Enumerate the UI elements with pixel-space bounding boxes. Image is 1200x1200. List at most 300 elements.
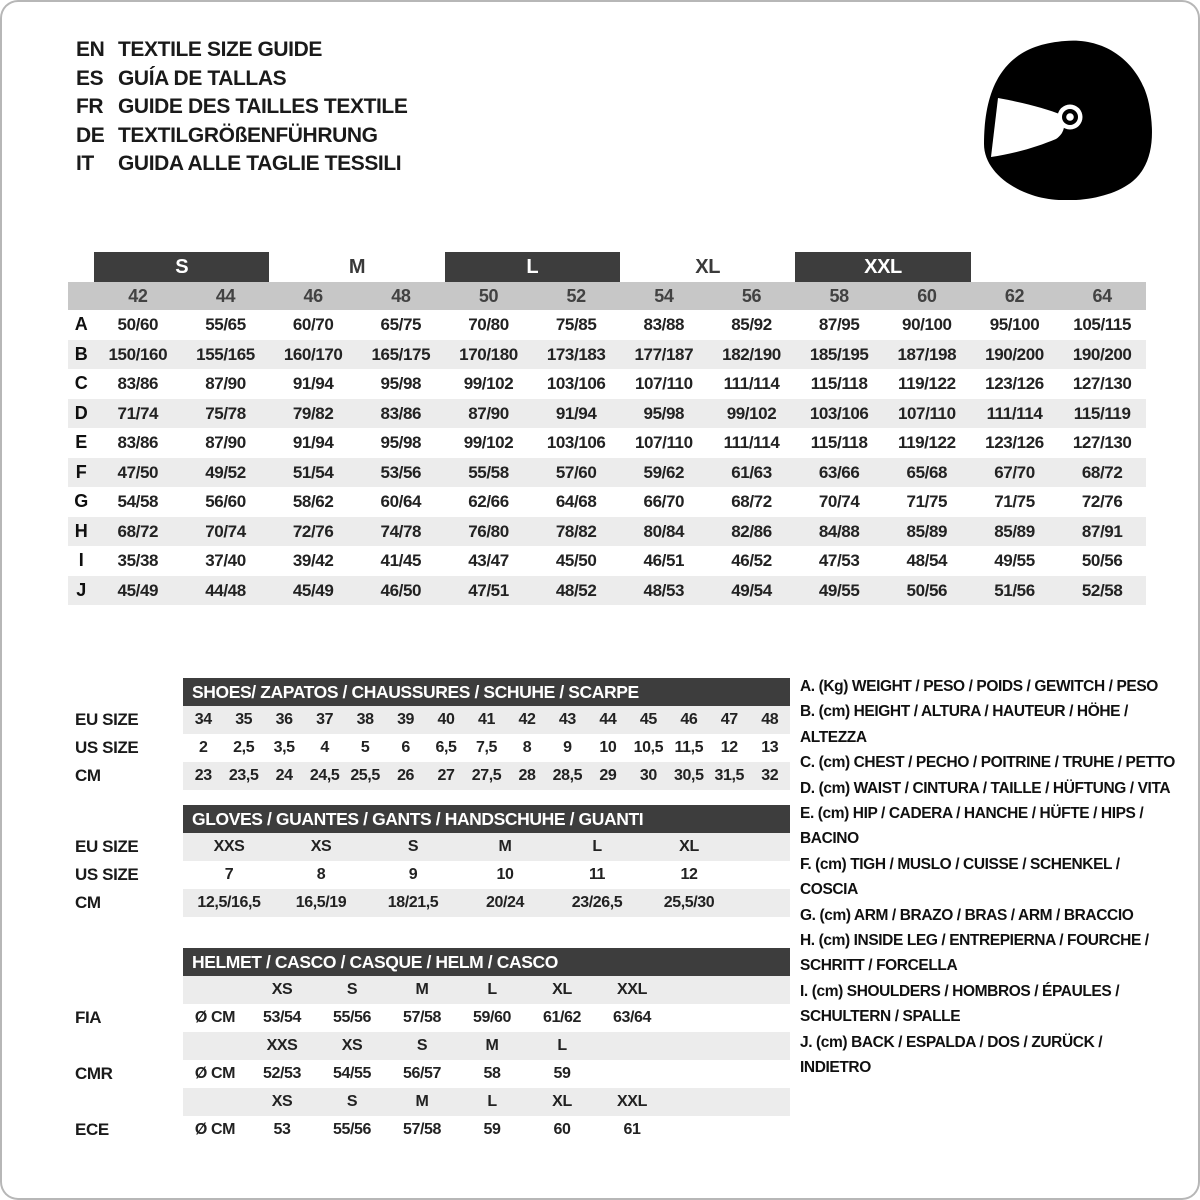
helmet-value: 57/58 <box>402 1121 442 1138</box>
helmet-size: M <box>415 981 429 998</box>
legend-item-f: F. (cm) TIGH / MUSLO / CUISSE / SCHENKEL / COSCIA <box>800 855 1120 899</box>
side-label-eu-size: EU SIZE <box>75 710 139 729</box>
size-value: 30 <box>639 767 657 784</box>
measurement-value: 87/90 <box>205 374 246 393</box>
measurement-legend <box>800 674 1176 1081</box>
language-row <box>76 36 407 65</box>
side-label-cmr: CMR <box>75 1064 113 1083</box>
measurement-value: 44/48 <box>205 580 246 600</box>
measurement-value: 87/90 <box>468 403 509 423</box>
helmet-sizes-spacer <box>183 976 247 1004</box>
measurement-value: 91/94 <box>555 403 597 423</box>
measurement-value: 115/118 <box>810 374 868 393</box>
row-label: I <box>78 550 84 570</box>
size-value: 11 <box>588 866 606 883</box>
shoes-eu-row <box>183 706 790 734</box>
measurement-value: 103/106 <box>546 433 606 452</box>
measurement-value: 49/54 <box>731 580 772 600</box>
helmet-value: 57/58 <box>402 1009 442 1026</box>
size-number: 52 <box>566 286 586 306</box>
measurement-value: 66/70 <box>643 492 685 511</box>
measurement-row-b <box>68 340 1146 370</box>
helmet-value: 58 <box>483 1065 501 1082</box>
measurement-row-g <box>68 487 1146 517</box>
legend-item-g: G. (cm) ARM / BRAZO / BRAS / ARM / BRACCIO <box>800 906 1134 924</box>
size-value: 29 <box>599 767 617 784</box>
helmet-value: 54/55 <box>332 1065 372 1082</box>
language-title: GUIDE DES TAILLES TEXTILE <box>118 95 408 119</box>
helmet-size: XXL <box>617 981 647 998</box>
helmet-sizes-row <box>183 1088 790 1116</box>
measurement-value: 119/122 <box>897 374 956 393</box>
helmet-size: S <box>346 981 358 998</box>
measurement-rows <box>68 310 1146 605</box>
measurement-value: 107/110 <box>634 433 693 452</box>
size-value: 11,5 <box>674 739 704 756</box>
size-value: 40 <box>437 711 455 728</box>
helmet-size: XS <box>341 1037 363 1054</box>
measurement-value: 45/50 <box>555 551 597 570</box>
measurement-value: 45/49 <box>117 580 159 600</box>
shoes-table <box>183 678 790 790</box>
measurement-value: 87/95 <box>818 315 860 334</box>
row-label: B <box>74 343 88 364</box>
measurement-value: 49/55 <box>818 580 860 600</box>
helmet-size: XS <box>271 981 293 998</box>
size-value: 7,5 <box>475 739 498 756</box>
side-label-cm: CM <box>75 766 101 785</box>
measurement-value: 68/72 <box>117 521 159 541</box>
size-value: 39 <box>397 711 415 728</box>
size-value: 37 <box>316 711 334 728</box>
size-value: 43 <box>558 711 576 728</box>
size-value: 30,5 <box>674 767 704 784</box>
measurement-value: 187/198 <box>897 344 957 364</box>
measurement-value: 127/130 <box>1072 374 1132 393</box>
row-label: E <box>75 432 87 452</box>
measurement-value: 185/195 <box>809 344 869 364</box>
measurement-value: 55/65 <box>205 315 246 334</box>
helmet-value: 59/60 <box>472 1009 512 1026</box>
measurement-value: 56/60 <box>205 492 246 511</box>
measurement-value: 68/72 <box>731 492 772 511</box>
measurement-value: 48/53 <box>643 580 685 600</box>
language-title: GUÍA DE TALLAS <box>118 66 287 90</box>
size-value: 38 <box>356 711 374 728</box>
measurement-value: 83/86 <box>117 374 159 393</box>
size-value: 27 <box>437 767 455 784</box>
size-value: XXS <box>213 838 245 855</box>
size-number: 56 <box>741 286 762 306</box>
measurement-value: 71/75 <box>994 492 1035 511</box>
main-size-table <box>68 252 1146 605</box>
measurement-value: 61/63 <box>731 462 772 482</box>
helmet-icon <box>975 38 1160 200</box>
measurement-value: 53/56 <box>380 462 422 482</box>
size-group-spacer <box>971 252 1059 282</box>
measurement-row-i <box>68 546 1146 576</box>
size-value: 2 <box>198 739 208 756</box>
size-group-spacer <box>68 252 94 282</box>
measurement-value: 72/76 <box>292 521 334 541</box>
size-number: 42 <box>128 286 148 306</box>
measurement-value: 47/51 <box>468 580 509 600</box>
helmet-size <box>597 1032 667 1060</box>
measurement-value: 57/60 <box>555 462 597 482</box>
helmet-size: XL <box>552 981 572 998</box>
measurement-value: 91/94 <box>292 374 334 393</box>
helmet-size: S <box>416 1037 428 1054</box>
gloves-cm-row <box>183 889 790 917</box>
measurement-value: 115/119 <box>1073 403 1131 423</box>
row-label: C <box>74 373 88 393</box>
measurement-value: 43/47 <box>468 551 509 570</box>
size-value: 18/21,5 <box>387 894 439 911</box>
helmet-value: 55/56 <box>332 1121 372 1138</box>
size-value: 12 <box>720 739 738 756</box>
size-value: XS <box>310 838 332 855</box>
row-label: F <box>75 461 87 482</box>
side-label-us-size: US SIZE <box>75 738 139 757</box>
measurement-value: 35/38 <box>117 551 159 570</box>
measurement-value: 80/84 <box>643 521 685 541</box>
measurement-value: 52/58 <box>1081 580 1123 600</box>
measurement-value: 76/80 <box>468 521 509 541</box>
language-row <box>76 65 407 94</box>
language-title: TEXTILGRÖßENFÜHRUNG <box>118 123 378 147</box>
helmet-size: M <box>415 1093 429 1110</box>
size-group-xxl: XXL <box>795 252 970 282</box>
size-value: 9 <box>408 866 418 883</box>
measurement-value: 87/90 <box>205 433 246 452</box>
size-value: 34 <box>194 711 212 728</box>
helmet-size: XS <box>271 1093 293 1110</box>
helmet-rows <box>183 976 790 1144</box>
legend-item-c: C. (cm) CHEST / PECHO / POITRINE / TRUHE / PETTO <box>800 754 1175 772</box>
size-value: 6 <box>401 739 410 756</box>
legend-item-j: J. (cm) BACK / ESPALDA / DOS / ZURÜCK / INDIETRO <box>800 1033 1103 1077</box>
measurement-value: 54/58 <box>117 492 159 511</box>
size-value: 24,5 <box>309 767 340 784</box>
measurement-value: 64/68 <box>555 492 597 511</box>
size-value: 47 <box>720 711 738 728</box>
helmet-value: 59 <box>553 1065 571 1082</box>
size-value: 23/26,5 <box>571 894 623 911</box>
helmet-table <box>183 948 790 1144</box>
measurement-value: 111/114 <box>723 374 780 393</box>
helmet-size: XXS <box>266 1037 298 1054</box>
size-number: 62 <box>1004 286 1025 306</box>
legend-item-b: B. (cm) HEIGHT / ALTURA / HAUTEUR / HÖHE / ALTEZZA <box>800 703 1128 746</box>
language-code: IT <box>76 152 94 176</box>
size-number: 64 <box>1092 286 1112 306</box>
helmet-value: 53/54 <box>262 1009 302 1026</box>
helmet-value: 63/64 <box>612 1009 652 1026</box>
measurement-value: 99/102 <box>463 433 514 452</box>
gloves-table <box>183 805 790 917</box>
measurement-value: 111/114 <box>723 433 780 452</box>
shoes-us-row <box>183 734 790 762</box>
size-value: 31,5 <box>714 767 745 784</box>
measurement-value: 107/110 <box>897 403 956 423</box>
helmet-value: 61 <box>623 1121 641 1138</box>
measurement-value: 103/106 <box>809 403 869 423</box>
measurement-value: 67/70 <box>994 462 1035 482</box>
size-value: 6,5 <box>435 739 457 756</box>
size-value: 46 <box>680 711 698 728</box>
measurement-value: 95/100 <box>989 315 1040 334</box>
measurement-value: 58/62 <box>292 492 334 511</box>
size-value: 20/24 <box>485 894 525 911</box>
size-group-l: L <box>445 252 620 282</box>
measurement-value: 173/183 <box>546 344 606 364</box>
language-title: GUIDA ALLE TAGLIE TESSILI <box>118 152 402 176</box>
size-value: 23,5 <box>228 767 259 784</box>
measurement-value: 51/56 <box>994 580 1035 600</box>
measurement-value: 72/76 <box>1081 492 1123 511</box>
row-label: J <box>76 579 86 600</box>
helmet-size: L <box>557 1037 567 1054</box>
row-label: D <box>74 402 88 423</box>
measurement-value: 83/86 <box>117 433 159 452</box>
size-value: 42 <box>518 711 536 728</box>
size-value: 35 <box>235 711 253 728</box>
measurement-value: 70/74 <box>205 521 246 541</box>
measurement-value: 182/190 <box>722 344 781 364</box>
helmet-size: XL <box>552 1093 572 1110</box>
helmet-sizes-row <box>183 976 790 1004</box>
measurement-value: 70/80 <box>468 315 509 334</box>
size-value: 48 <box>761 711 779 728</box>
size-group-s: S <box>94 252 269 282</box>
size-value: 25,5 <box>350 767 380 784</box>
measurement-value: 62/66 <box>468 492 509 511</box>
measurement-value: 170/180 <box>459 344 518 364</box>
language-code: EN <box>76 38 105 61</box>
measurement-value: 49/52 <box>205 462 246 482</box>
measurement-value: 65/68 <box>906 462 948 482</box>
helmet-unit: Ø CM <box>194 1009 236 1026</box>
size-value: 13 <box>761 739 779 756</box>
measurement-row-a <box>68 310 1146 340</box>
language-code: DE <box>76 123 105 147</box>
helmet-sizes-spacer <box>183 1088 247 1116</box>
measurement-value: 50/56 <box>906 580 948 600</box>
legend-item-h: H. (cm) INSIDE LEG / ENTREPIERNA / FOURCHE / SCHRITT / FORCELLA <box>800 932 1149 975</box>
size-value: 2,5 <box>233 739 255 756</box>
measurement-value: 46/52 <box>731 551 772 570</box>
measurement-value: 123/126 <box>985 433 1044 452</box>
measurement-value: 127/130 <box>1072 433 1132 452</box>
measurement-value: 55/58 <box>468 462 509 482</box>
helmet-value: 53 <box>273 1121 291 1138</box>
measurement-value: 177/187 <box>634 344 694 364</box>
helmet-value: 59 <box>483 1121 501 1138</box>
helmet-value <box>597 1060 667 1088</box>
measurement-value: 103/106 <box>546 374 606 393</box>
measurement-value: 83/88 <box>643 315 685 334</box>
measurement-value: 75/85 <box>555 315 597 334</box>
helmet-unit: Ø CM <box>194 1065 236 1082</box>
measurement-value: 150/160 <box>108 344 168 364</box>
measurement-value: 41/45 <box>380 551 422 570</box>
helmet-value: 61/62 <box>542 1009 582 1026</box>
measurement-value: 79/82 <box>292 403 334 423</box>
size-value: S <box>407 838 419 855</box>
size-value: 24 <box>275 767 293 784</box>
side-label-fia: FIA <box>75 1008 102 1027</box>
size-value: 10,5 <box>633 739 664 756</box>
measurement-value: 49/55 <box>994 551 1035 570</box>
measurement-value: 39/42 <box>292 551 334 570</box>
size-number: 58 <box>829 286 849 306</box>
measurement-value: 95/98 <box>643 403 685 423</box>
size-value: XL <box>679 838 699 855</box>
measurement-value: 47/53 <box>818 551 860 570</box>
size-value: 3,5 <box>273 739 295 756</box>
size-group-m: M <box>348 256 366 278</box>
row-label: A <box>74 314 88 334</box>
helmet-value: 56/57 <box>402 1065 442 1082</box>
gloves-us-row <box>183 861 790 889</box>
size-value: 44 <box>599 711 617 728</box>
side-label-cm: CM <box>75 893 101 912</box>
language-list <box>76 36 407 179</box>
measurement-value: 63/66 <box>818 462 860 482</box>
size-value: 41 <box>477 711 495 728</box>
size-number: 48 <box>391 286 411 306</box>
measurement-value: 85/89 <box>994 521 1035 541</box>
legend-item-a: A. (Kg) WEIGHT / PESO / POIDS / GEWITCH / PESO <box>800 678 1158 695</box>
measurement-value: 115/118 <box>810 433 868 452</box>
size-value: L <box>592 838 602 855</box>
measurement-value: 83/86 <box>380 403 422 423</box>
language-title: TEXTILE SIZE GUIDE <box>118 38 322 61</box>
measurement-value: 190/200 <box>985 344 1044 364</box>
measurement-value: 78/82 <box>555 521 597 541</box>
measurement-value: 50/60 <box>117 315 159 334</box>
size-number: 50 <box>478 286 499 306</box>
helmet-value: 55/56 <box>332 1009 372 1026</box>
helmet-size: L <box>487 1093 497 1110</box>
language-row <box>76 122 407 151</box>
measurement-value: 59/62 <box>643 462 685 482</box>
helmet-size: L <box>487 981 497 998</box>
row-label: G <box>74 491 88 511</box>
size-value: 4 <box>320 739 329 756</box>
size-number: 46 <box>303 286 323 306</box>
measurement-value: 71/75 <box>906 492 948 511</box>
size-value: 8 <box>522 739 532 756</box>
language-code: FR <box>76 95 104 119</box>
helmet-size: XXL <box>617 1093 647 1110</box>
size-value: 16,5/19 <box>295 894 347 911</box>
helmet-size: S <box>346 1093 358 1110</box>
size-value: 8 <box>316 866 326 883</box>
size-value: 10 <box>599 739 617 756</box>
size-group-header-row <box>68 252 1146 282</box>
measurement-value: 85/89 <box>906 521 948 541</box>
measurement-value: 90/100 <box>902 315 952 334</box>
measurement-value: 160/170 <box>283 344 343 364</box>
size-value: 23 <box>194 767 212 784</box>
size-value: 27,5 <box>471 767 502 784</box>
measurement-value: 60/64 <box>380 492 422 511</box>
size-value: 45 <box>639 711 657 728</box>
size-value: 28,5 <box>552 767 583 784</box>
size-value: 10 <box>496 866 514 883</box>
size-group-xl: XL <box>695 256 721 278</box>
helmet-sizes-row <box>183 1032 790 1060</box>
number-spacer <box>68 282 94 310</box>
measurement-value: 107/110 <box>634 374 693 393</box>
side-label-ece: ECE <box>75 1120 109 1139</box>
measurement-value: 82/86 <box>731 521 772 541</box>
size-value: 36 <box>275 711 293 728</box>
measurement-value: 95/98 <box>380 433 422 452</box>
measurement-value: 60/70 <box>292 315 334 334</box>
size-value: M <box>498 838 512 855</box>
measurement-value: 165/175 <box>371 344 431 364</box>
legend-item-e: E. (cm) HIP / CADERA / HANCHE / HÜFTE / HIPS / BACINO <box>800 805 1144 848</box>
gloves-table-title: GLOVES / GUANTES / GANTS / HANDSCHUHE / GUANTI <box>183 805 790 833</box>
helmet-values-row-fia <box>183 1004 790 1032</box>
measurement-value: 47/50 <box>117 462 159 482</box>
measurement-value: 45/49 <box>292 580 334 600</box>
helmet-sizes-spacer <box>183 1032 247 1060</box>
gloves-eu-row <box>183 833 790 861</box>
size-value: 12 <box>680 866 698 883</box>
measurement-value: 65/75 <box>380 315 422 334</box>
measurement-value: 99/102 <box>726 403 777 423</box>
size-number-row <box>68 282 1146 310</box>
measurement-value: 46/51 <box>643 551 685 570</box>
measurement-value: 71/74 <box>117 403 159 423</box>
legend-item-i: I. (cm) SHOULDERS / HOMBROS / ÉPAULES / SCHULTERN / SPALLE <box>800 982 1120 1026</box>
measurement-row-f <box>68 458 1146 488</box>
measurement-value: 85/92 <box>731 315 772 334</box>
measurement-value: 119/122 <box>897 433 956 452</box>
helmet-values-row-ece <box>183 1116 790 1144</box>
language-code: ES <box>76 66 104 90</box>
measurement-value: 155/165 <box>196 344 255 364</box>
size-value: 9 <box>563 739 572 756</box>
shoes-cm-row <box>183 762 790 790</box>
language-row <box>76 150 407 179</box>
row-label: H <box>74 520 88 541</box>
measurement-row-j <box>68 576 1146 606</box>
size-value: 32 <box>761 767 779 784</box>
measurement-row-e <box>68 428 1146 458</box>
language-row <box>76 93 407 122</box>
legend-item-d: D. (cm) WAIST / CINTURA / TAILLE / HÜFTUNG / VITA <box>800 779 1171 797</box>
size-value: 12,5/16,5 <box>197 894 261 911</box>
size-value: 26 <box>397 767 415 784</box>
measurement-value: 111/114 <box>986 403 1043 423</box>
helmet-table-title: HELMET / CASCO / CASQUE / HELM / CASCO <box>183 948 790 976</box>
size-number: 54 <box>654 286 674 306</box>
measurement-value: 99/102 <box>463 374 514 393</box>
helmet-unit: Ø CM <box>194 1121 236 1138</box>
measurement-value: 68/72 <box>1081 462 1123 482</box>
size-number: 60 <box>917 286 937 306</box>
size-value: 28 <box>518 767 536 784</box>
size-number: 44 <box>215 286 236 306</box>
measurement-value: 91/94 <box>292 433 334 452</box>
measurement-value: 51/54 <box>292 462 334 482</box>
helmet-value: 60 <box>553 1121 571 1138</box>
shoes-table-title: SHOES/ ZAPATOS / CHAUSSURES / SCHUHE / SCARPE <box>183 678 790 706</box>
